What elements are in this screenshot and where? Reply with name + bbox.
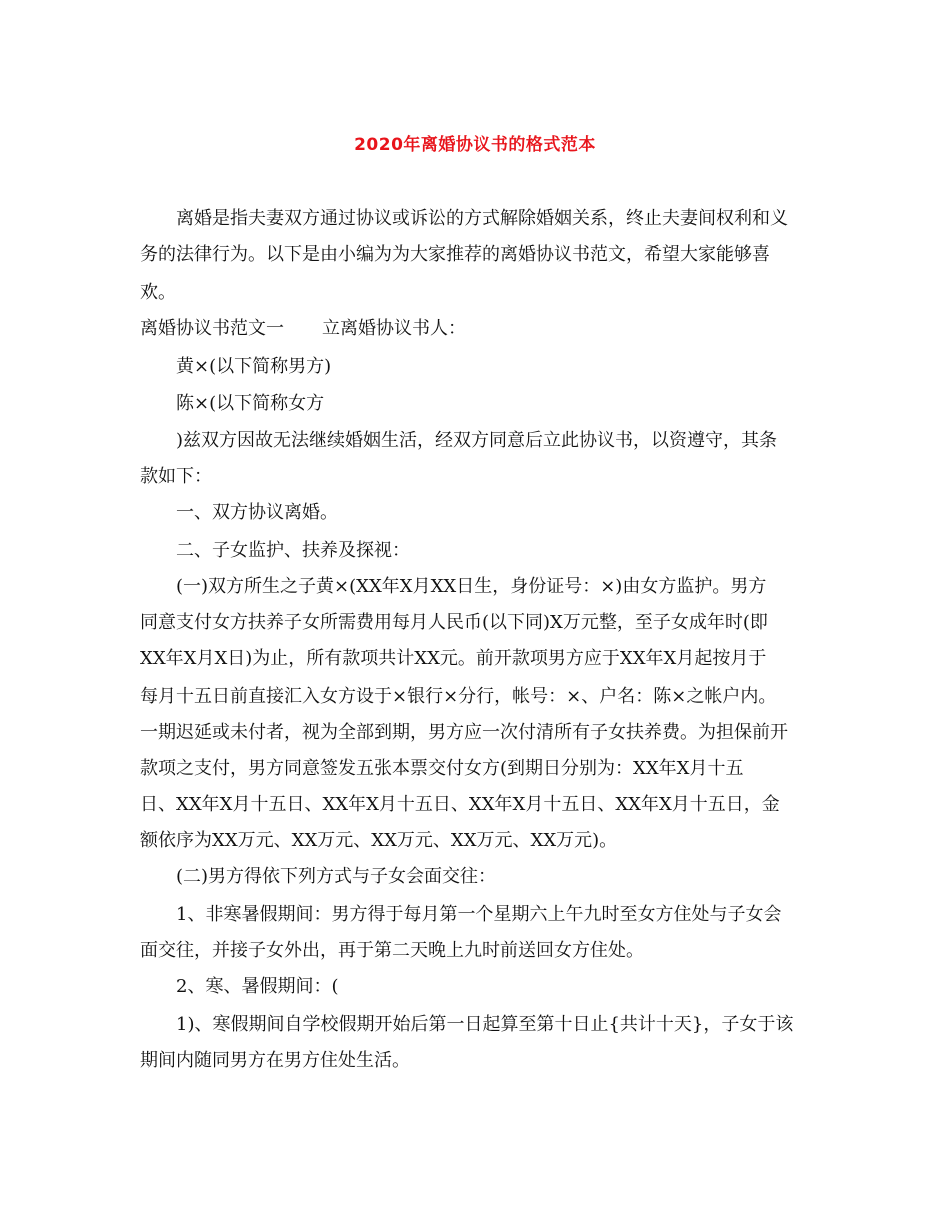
paragraph-line: 1、非寒暑假期间：男方得于每月第一个星期六上午九时至女方住处与子女会 xyxy=(176,904,782,925)
paragraph-line: 一、双方协议离婚。 xyxy=(176,502,338,523)
paragraph-line: 一期迟延或未付者，视为全部到期，男方应一次付清所有子女扶养费。为担保前开 xyxy=(140,722,788,743)
paragraph-line: 期间内随同男方在男方住处生活。 xyxy=(140,1050,410,1071)
paragraph-line: 日、XX年X月十五日、XX年X月十五日、XX年X月十五日、XX年X月十五日，金 xyxy=(140,794,780,815)
paragraph-line: XX年X月X日)为止，所有款项共计XX元。前开款项男方应于XX年X月起按月于 xyxy=(140,648,767,669)
signatory-label: 立离婚协议书人： xyxy=(322,318,466,339)
paragraph-line: 款如下： xyxy=(140,466,212,487)
paragraph-line: 二、子女监护、扶养及探视： xyxy=(176,540,410,561)
paragraph-line: 离婚是指夫妻双方通过协议或诉讼的方式解除婚姻关系，终止夫妻间权利和义 xyxy=(176,208,788,229)
document-title: 2020年离婚协议书的格式范本 xyxy=(354,135,596,155)
paragraph-line: 黄×(以下简称男方) xyxy=(176,356,332,377)
paragraph-line: 款项之支付，男方同意签发五张本票交付女方(到期日分别为：XX年X月十五 xyxy=(140,758,744,779)
paragraph-line: 务的法律行为。以下是由小编为为大家推荐的离婚协议书范文，希望大家能够喜 xyxy=(140,244,770,265)
section-heading: 离婚协议书范文一 xyxy=(140,318,284,339)
paragraph-line: 每月十五日前直接汇入女方设于×银行×分行，帐号：×、户名：陈×之帐户内。 xyxy=(140,686,777,707)
paragraph-line: )兹双方因故无法继续婚姻生活，经双方同意后立此协议书，以资遵守，其条 xyxy=(176,430,778,451)
paragraph-line: (一)双方所生之子黄×(XX年X月XX日生，身份证号：×)由女方监护。男方 xyxy=(176,576,767,597)
heading-line xyxy=(140,316,466,342)
paragraph-line: 1)、寒假期间自学校假期开始后第一日起算至第十日止{共计十天}，子女于该 xyxy=(176,1014,794,1035)
paragraph-line: 额依序为XX万元、XX万元、XX万元、XX万元、XX万元)。 xyxy=(140,830,618,851)
paragraph-line: 2、寒、暑假期间：( xyxy=(176,976,339,997)
paragraph-line: 面交往，并接子女外出，再于第二天晚上九时前送回女方住处。 xyxy=(140,940,644,961)
paragraph-line: 欢。 xyxy=(140,282,176,303)
paragraph-line: 陈×(以下简称女方 xyxy=(176,393,325,414)
paragraph-line: 同意支付女方扶养子女所需费用每月人民币(以下同)X万元整，至子女成年时(即 xyxy=(140,612,768,633)
paragraph-line: (二)男方得依下列方式与子女会面交往： xyxy=(176,866,497,887)
